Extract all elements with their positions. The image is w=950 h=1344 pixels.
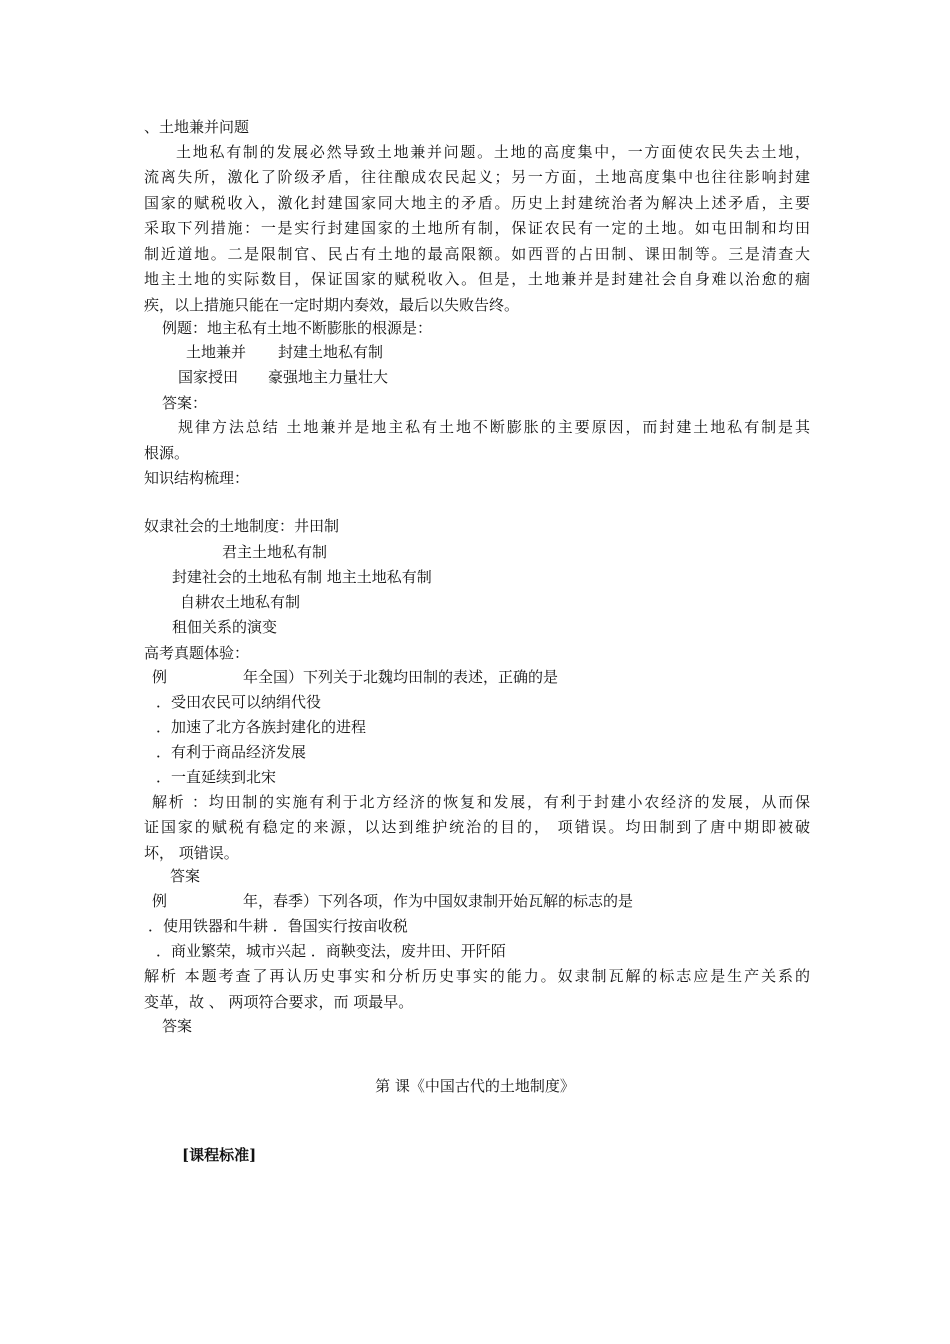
- structure-tenancy: 租佃关系的演变: [172, 618, 278, 636]
- example1-answer-label: 答案：: [162, 394, 208, 412]
- para1-line-3: 国家的赋税收入，激化封建国家同大地主的矛盾。历史上封建统治者为解决上述矛盾，主要: [144, 194, 810, 212]
- exam-heading: 高考真题体验：: [144, 644, 250, 662]
- lesson-title: 第 课《中国古代的土地制度》: [375, 1077, 575, 1095]
- example1-option-c: 国家授田: [178, 368, 239, 386]
- exam-q1-analysis-line-2: 证国家的赋税有稳定的来源，以达到维护统治的目的， 项错误。均田制到了唐中期即被破: [144, 818, 810, 836]
- example1-method-line-1: 规律方法总结 土地兼并是地主私有土地不断膨胀的主要原因，而封建土地私有制是其: [178, 418, 810, 436]
- structure-heading: 知识结构梳理：: [144, 469, 250, 487]
- para1-line-6: 地主土地的实际数目，保证国家的赋税收入。但是，土地兼并是封建社会自身难以治愈的痼: [144, 270, 810, 288]
- structure-slave-system: 奴隶社会的土地制度：井田制: [144, 517, 340, 535]
- para1-line-1: 土地私有制的发展必然导致土地兼并问题。土地的高度集中，一方面使农民失去土地，: [176, 143, 810, 161]
- exam-q2-prefix: 例: [152, 892, 168, 910]
- para1-line-5: 制近道地。二是限制官、民占有土地的最高限额。如西晋的占田制、课田制等。三是清查大: [144, 245, 810, 263]
- exam-q1-option-a: ．受田农民可以纳绢代役: [156, 693, 322, 711]
- example1-option-b: 封建土地私有制: [278, 343, 384, 361]
- example1-option-a: 土地兼并: [186, 343, 247, 361]
- exam-q1-text: 年全国）下列关于北魏均田制的表述，正确的是: [243, 668, 559, 686]
- structure-monarch-ownership: 君主土地私有制: [222, 543, 328, 561]
- exam-q2-text: 年，春季）下列各项，作为中国奴隶制开始瓦解的标志的是: [243, 892, 634, 910]
- exam-q2-analysis-line-1: 解析 本题考查了再认历史事实和分析历史事实的能力。奴隶制瓦解的标志应是生产关系的: [144, 967, 810, 985]
- exam-q2-analysis-line-2: 变革，故 、 两项符合要求，而 项最早。: [144, 993, 414, 1011]
- para1-line-4: 采取下列措施：一是实行封建国家的土地所有制，保证农民有一定的土地。如屯田制和均田: [144, 219, 810, 237]
- exam-q2-options-cd: ．商业繁荣，城市兴起 ．商鞅变法，废井田、开阡陌: [156, 942, 506, 960]
- exam-q1-analysis-line-3: 坏， 项错误。: [144, 844, 239, 862]
- exam-q2-answer: 答案: [162, 1017, 193, 1035]
- example1-method-line-2: 根源。: [144, 444, 190, 462]
- para1-line-2: 流离失所，激化了阶级矛盾，往往酿成农民起义；另一方面，土地高度集中也往往影响封建: [144, 168, 810, 186]
- exam-q1-analysis-line-1: 解析 ：均田制的实施有利于北方经济的恢复和发展，有利于封建小农经济的发展，从而保: [152, 793, 810, 811]
- exam-q1-option-d: ．一直延续到北宋: [156, 768, 277, 786]
- exam-q1-prefix: 例: [152, 668, 168, 686]
- curriculum-standard-heading: [课程标准]: [182, 1146, 257, 1164]
- para1-line-7: 疾，以上措施只能在一定时期内奏效，最后以失败告终。: [144, 296, 520, 314]
- structure-peasant-ownership: 自耕农土地私有制: [180, 593, 301, 611]
- exam-q2-options-ab: ．使用铁器和牛耕 ．鲁国实行按亩收税: [148, 917, 408, 935]
- exam-q1-answer: 答案: [170, 867, 201, 885]
- example1-option-d: 豪强地主力量壮大: [268, 368, 389, 386]
- structure-feudal-ownership: 封建社会的土地私有制 地主土地私有制: [172, 568, 432, 586]
- section-heading: 、土地兼并问题: [144, 118, 250, 136]
- exam-q1-option-c: ．有利于商品经济发展: [156, 743, 307, 761]
- example1-question: 例题：地主私有土地不断膨胀的根源是：: [162, 319, 433, 337]
- exam-q1-option-b: ．加速了北方各族封建化的进程: [156, 718, 367, 736]
